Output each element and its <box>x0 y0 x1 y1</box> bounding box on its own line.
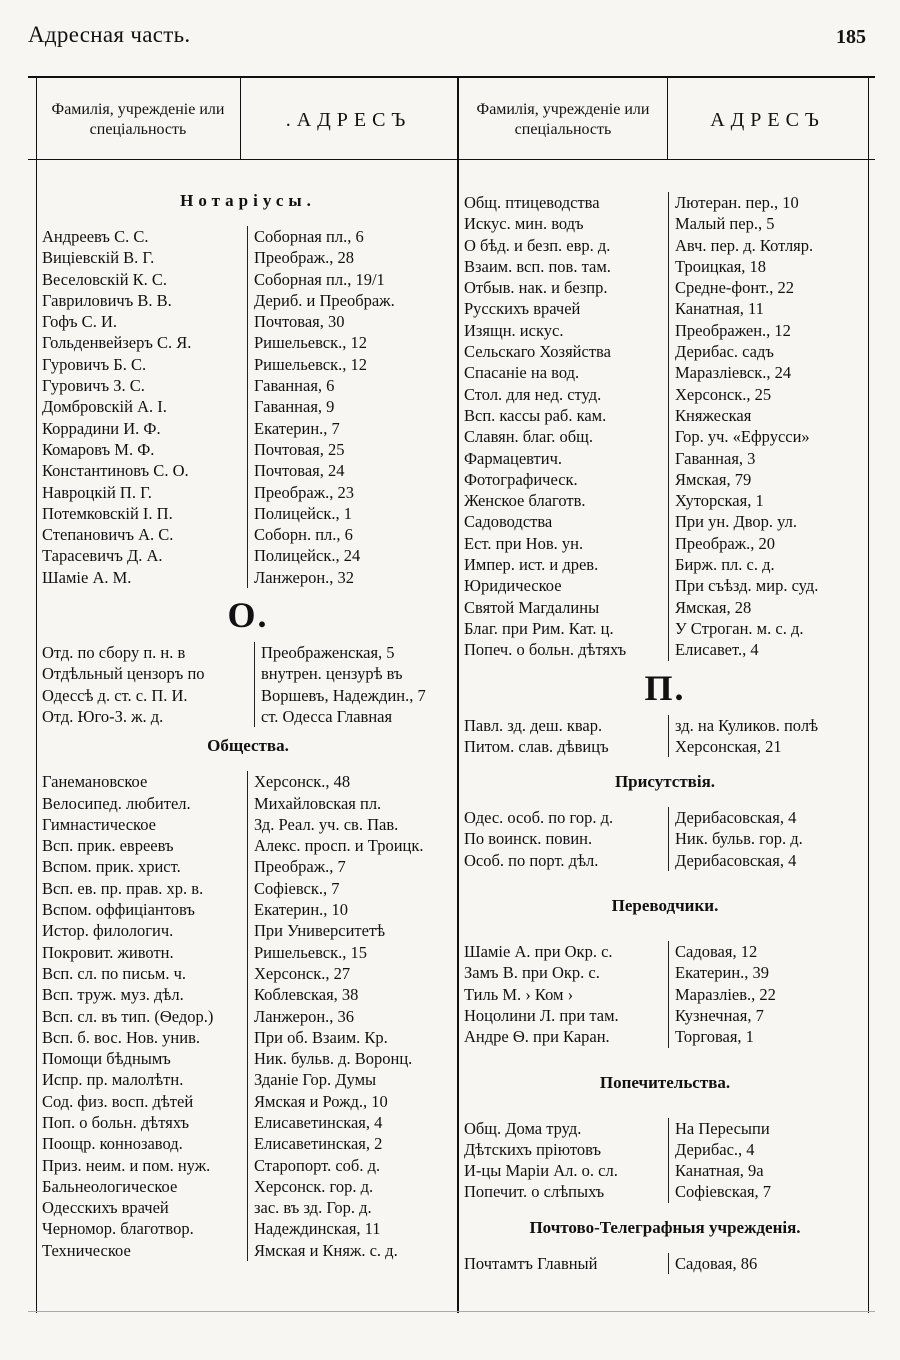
notaries-list <box>42 226 454 588</box>
directory-row <box>42 771 454 792</box>
entry-address: Михайловская пл. <box>247 793 454 814</box>
entry-name: Женское благотв. <box>464 491 586 511</box>
entry-name: Всп. кассы раб. кам. <box>464 405 607 425</box>
directory-row <box>42 226 454 247</box>
directory-row <box>42 418 454 439</box>
entry-name: Гольденвейзеръ С. Я. <box>42 333 192 353</box>
entry-address: Воршевъ, Надеждин., 7 <box>254 685 453 706</box>
directory-row <box>464 554 866 575</box>
entry-address: Хуторская, 1 <box>668 490 865 511</box>
entry-address: У Строган. м. с. д. <box>668 618 865 639</box>
entry-name: Испр. пр. малолѣтн. <box>42 1070 184 1090</box>
presence-list <box>464 807 866 871</box>
entry-address: внутрен. цензурѣ въ <box>254 663 453 684</box>
entry-name: Домбровскій А. І. <box>42 397 167 417</box>
directory-row <box>42 290 454 311</box>
directory-row <box>42 793 454 814</box>
entry-name: Поп. о больн. дѣтяхъ <box>42 1112 189 1132</box>
entry-name: Тарасевичъ Д. А. <box>42 546 163 566</box>
directory-row <box>464 639 866 660</box>
directory-row <box>464 1181 866 1202</box>
entry-address: Елисавет., 4 <box>668 639 865 660</box>
societies-list <box>42 771 454 1261</box>
entry-name: Покровит. животн. <box>42 942 174 962</box>
directory-row <box>42 311 454 332</box>
entry-name: Изящн. искус. <box>464 320 564 340</box>
entry-name: Павл. зд. деш. квар. <box>464 715 603 735</box>
entry-address: зас. въ зд. Гор. д. <box>247 1197 454 1218</box>
entry-name: Черномор. благотвор. <box>42 1219 194 1239</box>
entry-address: Ямская, 28 <box>668 597 865 618</box>
directory-row <box>464 298 866 319</box>
directory-row <box>464 235 866 256</box>
entry-name: Навроцкій П. Г. <box>42 482 152 502</box>
directory-row <box>464 618 866 639</box>
directory-row <box>42 856 454 877</box>
left-column <box>42 188 454 1261</box>
trustees-list <box>464 1118 866 1203</box>
entry-name: Особ. по порт. дѣл. <box>464 850 599 870</box>
entry-name: Попечит. о слѣпыхъ <box>464 1182 605 1202</box>
directory-row <box>464 597 866 618</box>
entry-address: Ямская, 79 <box>668 469 865 490</box>
entry-address: Коблевская, 38 <box>247 984 454 1005</box>
entry-name: О бѣд. и безп. евр. д. <box>464 235 611 255</box>
directory-row <box>42 984 454 1005</box>
societies-continued-list <box>464 192 866 661</box>
entry-name: Искус. мин. водъ <box>464 214 584 234</box>
right-column <box>464 192 866 1274</box>
directory-row <box>464 320 866 341</box>
entry-address: Лютеран. пер., 10 <box>668 192 865 213</box>
entry-name: Всп. труж. муз. дѣл. <box>42 985 184 1005</box>
entry-name: И-цы Маріи Ал. о. сл. <box>464 1161 618 1181</box>
entry-name: Фармацевтич. <box>464 448 563 468</box>
directory-row <box>464 575 866 596</box>
entry-address: Елисаветинская, 2 <box>247 1133 454 1154</box>
directory-row <box>464 192 866 213</box>
entry-name: Вспом. оффиціантовъ <box>42 900 195 920</box>
entry-name: Сельскаго Хозяйства <box>464 342 611 362</box>
entry-address: Ник. бульв. гор. д. <box>668 828 865 849</box>
entry-address: Ник. бульв. д. Воронц. <box>247 1048 454 1069</box>
directory-row <box>42 685 454 706</box>
entry-address: Гаванная, 9 <box>247 396 450 417</box>
entry-address: Соборная пл., 19/1 <box>247 269 450 290</box>
entry-name: Поощр. коннозавод. <box>42 1134 183 1154</box>
header-name-left: Фамилія, учрежденіе или спеціальность <box>51 101 225 138</box>
entry-address: Полицейск., 1 <box>247 503 450 524</box>
entry-name: Всп. б. вос. Нов. унив. <box>42 1027 200 1047</box>
directory-row <box>464 715 866 736</box>
entry-address: Торговая, 1 <box>668 1026 865 1047</box>
entry-name: Сод. физ. восп. дѣтей <box>42 1091 194 1111</box>
entry-name: Шаміе А. при Окр. с. <box>464 942 613 962</box>
entry-name: Импер. ист. и древ. <box>464 555 599 575</box>
directory-row <box>42 920 454 941</box>
entry-address: Зд. Реал. уч. св. Пав. <box>247 814 454 835</box>
entry-address: Дерибасовская, 4 <box>668 850 865 871</box>
directory-row <box>42 1197 454 1218</box>
entry-address: Ланжерон., 32 <box>247 567 450 588</box>
directory-row <box>42 663 454 684</box>
directory-row <box>464 426 866 447</box>
directory-row <box>464 448 866 469</box>
entry-address: Гор. уч. «Ефрусси» <box>668 426 865 447</box>
directory-row <box>464 277 866 298</box>
directory-row <box>42 460 454 481</box>
entry-address: Соборная пл., 6 <box>247 226 450 247</box>
entry-address: Ришельевск., 12 <box>247 354 450 375</box>
entry-name: Истор. филологич. <box>42 921 174 941</box>
entry-address: Преображ., 23 <box>247 482 450 503</box>
entry-name: Гавриловичъ В. В. <box>42 290 172 310</box>
entry-address: Ришельевск., 12 <box>247 332 450 353</box>
entry-address: Екатерин., 10 <box>247 899 454 920</box>
entry-address: Маразліевск., 24 <box>668 362 865 383</box>
entry-address: Гаванная, 6 <box>247 375 450 396</box>
entry-name: Бальнеологическое <box>42 1176 178 1196</box>
entry-name: Взаим. всп. пов. там. <box>464 256 611 276</box>
directory-row <box>464 341 866 362</box>
entry-name: Шаміе А. М. <box>42 567 132 587</box>
directory-row <box>42 269 454 290</box>
directory-row <box>42 899 454 920</box>
entry-address: Дерибас., 4 <box>668 1139 865 1160</box>
entry-address: Троицкая, 18 <box>668 256 865 277</box>
entry-address: Канатная, 9а <box>668 1160 865 1181</box>
entry-address: Авч. пер. д. Котляр. <box>668 235 865 256</box>
entry-name: Питом. слав. дѣвицъ <box>464 736 609 756</box>
entry-name: Общ. Дома труд. <box>464 1118 582 1138</box>
header-address-left: .АДРЕСЪ <box>285 109 412 131</box>
entry-address: Ямская и Рожд., 10 <box>247 1091 454 1112</box>
directory-row <box>42 1048 454 1069</box>
entry-address: Княжеская <box>668 405 865 426</box>
entry-name: Славян. благ. общ. <box>464 427 593 447</box>
directory-row <box>42 439 454 460</box>
entry-name: Одес. особ. по гор. д. <box>464 808 614 828</box>
directory-row <box>42 567 454 588</box>
entry-address: Бирж. пл. с. д. <box>668 554 865 575</box>
directory-row <box>42 545 454 566</box>
entry-name: Одесскихъ врачей <box>42 1198 169 1218</box>
directory-row <box>42 1027 454 1048</box>
page-number: 185 <box>836 26 866 48</box>
section-title-presence: Присутствія. <box>614 772 716 792</box>
p-entries-list <box>464 715 866 758</box>
directory-row <box>464 828 866 849</box>
directory-row <box>464 984 866 1005</box>
entry-address: Софіевская, 7 <box>668 1181 865 1202</box>
entry-address: Малый пер., 5 <box>668 213 865 234</box>
section-title-societies: Общества. <box>207 736 289 756</box>
entry-address: Херсонск., 27 <box>247 963 454 984</box>
entry-address: Зданіе Гор. Думы <box>247 1069 454 1090</box>
directory-row <box>42 332 454 353</box>
directory-row <box>464 384 866 405</box>
entry-name: Коррадини И. Ф. <box>42 418 161 438</box>
entry-name: Константиновъ С. О. <box>42 461 189 481</box>
directory-row <box>464 213 866 234</box>
entry-address: Надеждинская, 11 <box>247 1218 454 1239</box>
entry-name: Техническое <box>42 1240 131 1260</box>
entry-address: При съѣзд. мир. суд. <box>668 575 865 596</box>
entry-name: Отбыв. нак. и безпр. <box>464 278 608 298</box>
entry-name: Помощи бѣднымъ <box>42 1049 171 1069</box>
directory-row <box>42 1176 454 1197</box>
section-title-translators: Переводчики. <box>611 896 719 916</box>
directory-row <box>42 375 454 396</box>
entry-address: Соборн. пл., 6 <box>247 524 450 545</box>
directory-row <box>42 1069 454 1090</box>
entry-address: Почтовая, 24 <box>247 460 450 481</box>
post-list <box>464 1253 866 1274</box>
directory-row <box>464 850 866 871</box>
entry-address: Херсонск., 48 <box>247 771 454 792</box>
section-title-notaries: Нотаріусы. <box>180 191 316 210</box>
running-title: Адресная часть. <box>28 22 191 47</box>
entry-name: Юридическое <box>464 576 562 596</box>
entry-name: Потемковскій І. П. <box>42 503 173 523</box>
entry-address: Екатерин., 39 <box>668 962 865 983</box>
entry-name: Комаровъ М. Ф. <box>42 439 155 459</box>
entry-address: Гаванная, 3 <box>668 448 865 469</box>
entry-name: Отдѣльный цензоръ по <box>42 664 205 684</box>
entry-address: Средне-фонт., 22 <box>668 277 865 298</box>
directory-row <box>42 878 454 899</box>
entry-address: Преображенская, 5 <box>254 642 453 663</box>
directory-row <box>42 1006 454 1027</box>
entry-name: Садоводства <box>464 512 553 532</box>
entry-address: Екатерин., 7 <box>247 418 450 439</box>
directory-row <box>42 247 454 268</box>
directory-row <box>464 807 866 828</box>
entry-name: Фотографическ. <box>464 469 578 489</box>
entry-name: Гофъ С. И. <box>42 312 117 332</box>
header-address-right: АДРЕСЪ <box>710 109 825 131</box>
entry-name: Святой Магдалины <box>464 597 600 617</box>
entry-name: Веселовскій К. С. <box>42 269 168 289</box>
entry-name: Почтамтъ Главный <box>464 1253 598 1273</box>
entry-address: Кузнечная, 7 <box>668 1005 865 1026</box>
entry-name: Всп. ев. пр. прав. хр. в. <box>42 878 204 898</box>
directory-row <box>42 814 454 835</box>
directory-row <box>42 835 454 856</box>
entry-name: Андреевъ С. С. <box>42 227 149 246</box>
entry-address: Полицейск., 24 <box>247 545 450 566</box>
section-title-post: Почтово-Телеграфныя учрежденія. <box>529 1217 801 1237</box>
directory-row <box>42 1091 454 1112</box>
directory-row <box>42 1133 454 1154</box>
directory-row <box>42 524 454 545</box>
directory-row <box>464 1139 866 1160</box>
directory-row <box>464 1005 866 1026</box>
entry-name: Велосипед. любител. <box>42 793 191 813</box>
directory-row <box>42 706 454 727</box>
directory-row <box>42 1112 454 1133</box>
directory-row <box>42 1218 454 1239</box>
directory-row <box>42 963 454 984</box>
directory-row <box>464 469 866 490</box>
directory-table <box>28 76 875 1313</box>
directory-row <box>464 1253 866 1274</box>
entry-address: Почтовая, 25 <box>247 439 450 460</box>
entry-name: Всп. сл. по письм. ч. <box>42 963 187 983</box>
directory-row <box>464 511 866 532</box>
directory-row <box>464 362 866 383</box>
directory-row <box>464 1160 866 1181</box>
entry-address: При ун. Двор. ул. <box>668 511 865 532</box>
entry-address: Садовая, 12 <box>668 941 865 962</box>
entry-address: Дерибас. садъ <box>668 341 865 362</box>
entry-name: Русскихъ врачей <box>464 299 581 319</box>
directory-row <box>464 1118 866 1139</box>
entry-name: Спасаніе на вод. <box>464 363 580 383</box>
entry-name: Одессѣ д. ст. с. П. И. <box>42 685 188 705</box>
entry-name: Отд. по сбору п. н. в <box>42 643 186 663</box>
entry-name: Всп. прик. евреевъ <box>42 836 174 856</box>
entry-name: Степановичъ А. С. <box>42 525 174 545</box>
letter-heading-p: П. <box>644 667 686 708</box>
entry-address: ст. Одесса Главная <box>254 706 453 727</box>
translators-list <box>464 941 866 1047</box>
entry-address: Канатная, 11 <box>668 298 865 319</box>
header-name-right: Фамилія, учрежденіе или спеціальность <box>476 101 650 138</box>
entry-address: Преображ., 20 <box>668 533 865 554</box>
directory-row <box>42 642 454 663</box>
entry-address: Почтовая, 30 <box>247 311 450 332</box>
entry-address: На Пересыпи <box>668 1118 865 1139</box>
entry-name: Отд. Юго-З. ж. д. <box>42 706 164 726</box>
directory-row <box>42 942 454 963</box>
entry-address: Преображен., 12 <box>668 320 865 341</box>
entry-name: Ноцолини Л. при там. <box>464 1005 619 1025</box>
directory-row <box>464 256 866 277</box>
entry-address: При об. Взаим. Кр. <box>247 1027 454 1048</box>
directory-row <box>42 1240 454 1261</box>
entry-address: Ришельевск., 15 <box>247 942 454 963</box>
entry-address: Софіевск., 7 <box>247 878 454 899</box>
entry-name: Стол. для нед. студ. <box>464 384 602 404</box>
entry-name: Вспом. прик. христ. <box>42 857 181 877</box>
directory-row <box>464 1026 866 1047</box>
entry-address: Садовая, 86 <box>668 1253 865 1274</box>
entry-name: Попеч. о больн. дѣтяхъ <box>464 640 627 660</box>
entry-name: Тиль М. › Ком › <box>464 984 574 1004</box>
entry-name: Ест. при Нов. ун. <box>464 533 584 553</box>
entry-address: Преображ., 7 <box>247 856 454 877</box>
entry-name: Гуровичъ Б. С. <box>42 354 147 374</box>
entry-address: Херсонск., 25 <box>668 384 865 405</box>
entry-address: Алекс. просп. и Троицк. <box>247 835 454 856</box>
entry-name: Гимнастическое <box>42 814 157 834</box>
entry-address: зд. на Куликов. полѣ <box>668 715 865 736</box>
entry-address: Херсонск. гор. д. <box>247 1176 454 1197</box>
entry-name: Благ. при Рим. Кат. ц. <box>464 618 614 638</box>
directory-row <box>464 962 866 983</box>
directory-row <box>464 736 866 757</box>
entry-address: При Университетѣ <box>247 920 454 941</box>
entry-name: По воинск. повин. <box>464 829 593 849</box>
letter-heading-o: О. <box>227 595 269 636</box>
entry-name: Общ. птицеводства <box>464 193 600 212</box>
entry-address: Старопорт. соб. д. <box>247 1155 454 1176</box>
entry-address: Ланжерон., 36 <box>247 1006 454 1027</box>
directory-row <box>42 1155 454 1176</box>
entry-address: Преображ., 28 <box>247 247 450 268</box>
entry-name: Вицiевскій В. Г. <box>42 248 155 268</box>
entry-name: Гуровичъ З. С. <box>42 376 145 396</box>
entry-address: Елисаветинская, 4 <box>247 1112 454 1133</box>
directory-row <box>42 482 454 503</box>
section-title-trustees: Попечительства. <box>599 1072 731 1092</box>
entry-address: Дериб. и Преображ. <box>247 290 450 311</box>
entry-name: Приз. неим. и пом. нуж. <box>42 1155 211 1175</box>
entry-address: Дерибасовская, 4 <box>668 807 865 828</box>
directory-row <box>464 533 866 554</box>
directory-row <box>464 490 866 511</box>
entry-name: Замъ В. при Окр. с. <box>464 963 600 983</box>
entry-name: Андре Ѳ. при Каран. <box>464 1027 610 1047</box>
entry-name: Дѣтскихъ пріютовъ <box>464 1139 602 1159</box>
directory-row <box>42 503 454 524</box>
o-entries-list <box>42 642 454 727</box>
entry-address: Херсонская, 21 <box>668 736 865 757</box>
directory-row <box>42 396 454 417</box>
entry-name: Всп. сл. въ тип. (Ѳедор.) <box>42 1006 214 1026</box>
entry-address: Маразліев., 22 <box>668 984 865 1005</box>
entry-address: Ямская и Княж. с. д. <box>247 1240 454 1261</box>
entry-name: Ганемановское <box>42 772 148 792</box>
directory-row <box>464 941 866 962</box>
directory-row <box>42 354 454 375</box>
directory-row <box>464 405 866 426</box>
